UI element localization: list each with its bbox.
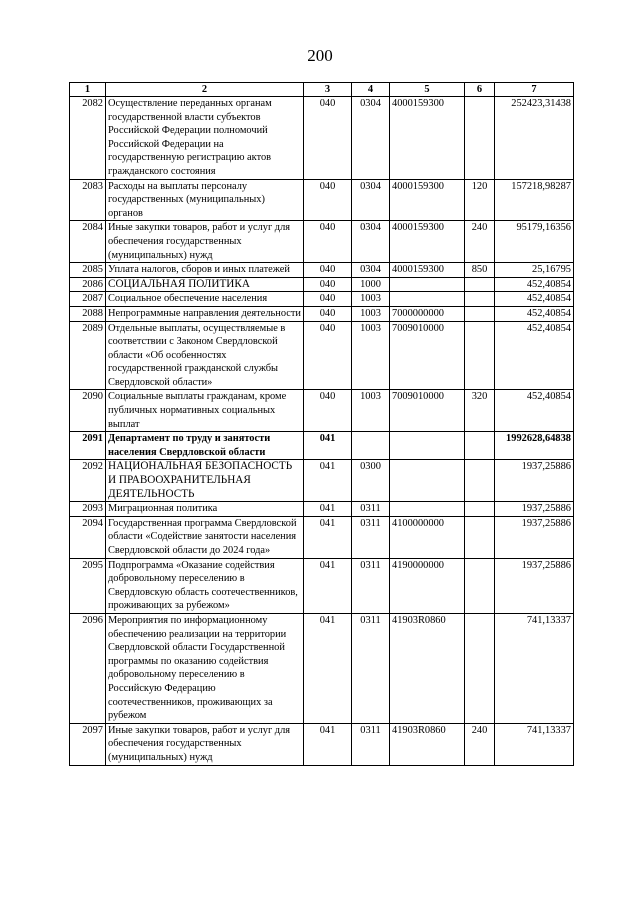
row-grbs-code: 040 — [304, 97, 352, 180]
row-name: Иные закупки товаров, работ и услуг для обеспечения государственных (муниципальных) нужд — [106, 221, 304, 263]
table-row — [70, 179, 574, 221]
row-expense-type-code — [465, 558, 495, 613]
row-section-code: 1003 — [352, 390, 390, 432]
table-row — [70, 613, 574, 723]
table-body — [70, 97, 574, 766]
page-number: 200 — [307, 46, 333, 65]
row-amount: 1937,25886 — [495, 516, 574, 558]
row-target-code: 4000159300 — [390, 221, 465, 263]
row-name: Мероприятия по информационному обеспечению реализации на территории Свердловской области Государственной программы по оказанию содействия добровольному переселению в Российскую Федерацию соотечественников, проживающих за рубежом — [106, 613, 304, 723]
column-header: 3 — [304, 83, 352, 97]
row-expense-type-code — [465, 292, 495, 307]
row-expense-type-code — [465, 460, 495, 502]
row-grbs-code: 040 — [304, 306, 352, 321]
row-expense-type-code: 850 — [465, 263, 495, 278]
row-expense-type-code: 240 — [465, 221, 495, 263]
column-header: 7 — [495, 83, 574, 97]
row-expense-type-code — [465, 516, 495, 558]
row-grbs-code: 041 — [304, 723, 352, 765]
row-amount: 95179,16356 — [495, 221, 574, 263]
row-amount: 252423,31438 — [495, 97, 574, 180]
row-number: 2093 — [70, 502, 106, 517]
table-row — [70, 306, 574, 321]
row-name: Уплата налогов, сборов и иных платежей — [106, 263, 304, 278]
row-section-code: 1003 — [352, 321, 390, 390]
row-section-code: 0304 — [352, 221, 390, 263]
row-expense-type-code: 240 — [465, 723, 495, 765]
row-target-code — [390, 292, 465, 307]
row-amount: 741,13337 — [495, 613, 574, 723]
row-amount: 1937,25886 — [495, 502, 574, 517]
table-row — [70, 292, 574, 307]
row-number: 2087 — [70, 292, 106, 307]
row-section-code: 1003 — [352, 306, 390, 321]
table-row — [70, 221, 574, 263]
row-name: Иные закупки товаров, работ и услуг для обеспечения государственных (муниципальных) нужд — [106, 723, 304, 765]
row-number: 2094 — [70, 516, 106, 558]
row-number: 2095 — [70, 558, 106, 613]
row-target-code: 4190000000 — [390, 558, 465, 613]
row-grbs-code: 040 — [304, 277, 352, 292]
row-grbs-code: 040 — [304, 390, 352, 432]
row-section-code — [352, 432, 390, 460]
row-amount: 452,40854 — [495, 277, 574, 292]
row-expense-type-code — [465, 613, 495, 723]
row-amount: 452,40854 — [495, 292, 574, 307]
row-number: 2096 — [70, 613, 106, 723]
row-target-code: 4000159300 — [390, 263, 465, 278]
row-expense-type-code: 320 — [465, 390, 495, 432]
row-expense-type-code — [465, 321, 495, 390]
table-row — [70, 321, 574, 390]
row-section-code: 1003 — [352, 292, 390, 307]
row-grbs-code: 040 — [304, 292, 352, 307]
row-expense-type-code — [465, 502, 495, 517]
row-amount: 452,40854 — [495, 390, 574, 432]
row-target-code: 41903R0860 — [390, 723, 465, 765]
row-section-code: 0304 — [352, 97, 390, 180]
row-target-code: 7009010000 — [390, 390, 465, 432]
table-row — [70, 432, 574, 460]
row-name: Департамент по труду и занятости населения Свердловской области — [106, 432, 304, 460]
row-grbs-code: 041 — [304, 432, 352, 460]
row-section-code: 0311 — [352, 516, 390, 558]
row-target-code: 4000159300 — [390, 179, 465, 221]
row-number: 2097 — [70, 723, 106, 765]
column-header: 2 — [106, 83, 304, 97]
table-header-row — [70, 83, 574, 97]
row-expense-type-code — [465, 97, 495, 180]
row-grbs-code: 040 — [304, 321, 352, 390]
row-name: Социальные выплаты гражданам, кроме публичных нормативных социальных выплат — [106, 390, 304, 432]
row-name: Миграционная политика — [106, 502, 304, 517]
table-row — [70, 502, 574, 517]
table-row — [70, 460, 574, 502]
row-target-code — [390, 502, 465, 517]
row-amount: 1937,25886 — [495, 460, 574, 502]
row-number: 2085 — [70, 263, 106, 278]
row-number: 2091 — [70, 432, 106, 460]
row-name: Социальное обеспечение населения — [106, 292, 304, 307]
row-grbs-code: 041 — [304, 613, 352, 723]
row-grbs-code: 040 — [304, 263, 352, 278]
row-number: 2082 — [70, 97, 106, 180]
row-amount: 157218,98287 — [495, 179, 574, 221]
column-header: 1 — [70, 83, 106, 97]
row-target-code: 7000000000 — [390, 306, 465, 321]
row-grbs-code: 040 — [304, 179, 352, 221]
row-number: 2086 — [70, 277, 106, 292]
row-amount: 452,40854 — [495, 321, 574, 390]
column-header: 5 — [390, 83, 465, 97]
table-row — [70, 97, 574, 180]
row-expense-type-code — [465, 306, 495, 321]
row-name: Осуществление переданных органам государственной власти субъектов Российской Федерации полномочий Российской Федерации на государственную регистрацию актов гражданского состояния — [106, 97, 304, 180]
table-row — [70, 390, 574, 432]
row-name: Подпрограмма «Оказание содействия добровольному переселению в Свердловскую область соотечественников, проживающих за рубежом» — [106, 558, 304, 613]
table-row — [70, 558, 574, 613]
table-row — [70, 516, 574, 558]
row-target-code: 7009010000 — [390, 321, 465, 390]
row-grbs-code: 041 — [304, 558, 352, 613]
row-target-code — [390, 460, 465, 502]
row-expense-type-code — [465, 277, 495, 292]
row-grbs-code: 041 — [304, 502, 352, 517]
table-row — [70, 277, 574, 292]
row-name: Непрограммные направления деятельности — [106, 306, 304, 321]
row-name: СОЦИАЛЬНАЯ ПОЛИТИКА — [106, 277, 304, 292]
row-number: 2088 — [70, 306, 106, 321]
row-name: Отдельные выплаты, осуществляемые в соответствии с Законом Свердловской области «Об особенностях государственной гражданской службы Свердловской области» — [106, 321, 304, 390]
row-number: 2090 — [70, 390, 106, 432]
row-name: Государственная программа Свердловской области «Содействие занятости населения Свердловской области до 2024 года» — [106, 516, 304, 558]
row-section-code: 0311 — [352, 558, 390, 613]
row-section-code: 0311 — [352, 502, 390, 517]
row-target-code — [390, 432, 465, 460]
row-target-code: 41903R0860 — [390, 613, 465, 723]
row-number: 2084 — [70, 221, 106, 263]
row-expense-type-code: 120 — [465, 179, 495, 221]
row-amount: 1992628,64838 — [495, 432, 574, 460]
row-grbs-code: 040 — [304, 221, 352, 263]
row-number: 2083 — [70, 179, 106, 221]
row-amount: 25,16795 — [495, 263, 574, 278]
row-name: Расходы на выплаты персоналу государственных (муниципальных) органов — [106, 179, 304, 221]
row-amount: 741,13337 — [495, 723, 574, 765]
row-number: 2092 — [70, 460, 106, 502]
column-header: 6 — [465, 83, 495, 97]
table-row — [70, 723, 574, 765]
row-section-code: 0311 — [352, 613, 390, 723]
row-target-code: 4000159300 — [390, 97, 465, 180]
row-grbs-code: 041 — [304, 516, 352, 558]
row-amount: 452,40854 — [495, 306, 574, 321]
row-number: 2089 — [70, 321, 106, 390]
row-section-code: 0304 — [352, 263, 390, 278]
row-amount: 1937,25886 — [495, 558, 574, 613]
row-grbs-code: 041 — [304, 460, 352, 502]
row-target-code — [390, 277, 465, 292]
row-section-code: 0300 — [352, 460, 390, 502]
row-name: НАЦИОНАЛЬНАЯ БЕЗОПАСНОСТЬ И ПРАВООХРАНИТЕЛЬНАЯ ДЕЯТЕЛЬНОСТЬ — [106, 460, 304, 502]
row-expense-type-code — [465, 432, 495, 460]
table-row — [70, 263, 574, 278]
row-section-code: 1000 — [352, 277, 390, 292]
column-header: 4 — [352, 83, 390, 97]
row-section-code: 0304 — [352, 179, 390, 221]
row-target-code: 4100000000 — [390, 516, 465, 558]
budget-table — [69, 82, 574, 766]
row-section-code: 0311 — [352, 723, 390, 765]
